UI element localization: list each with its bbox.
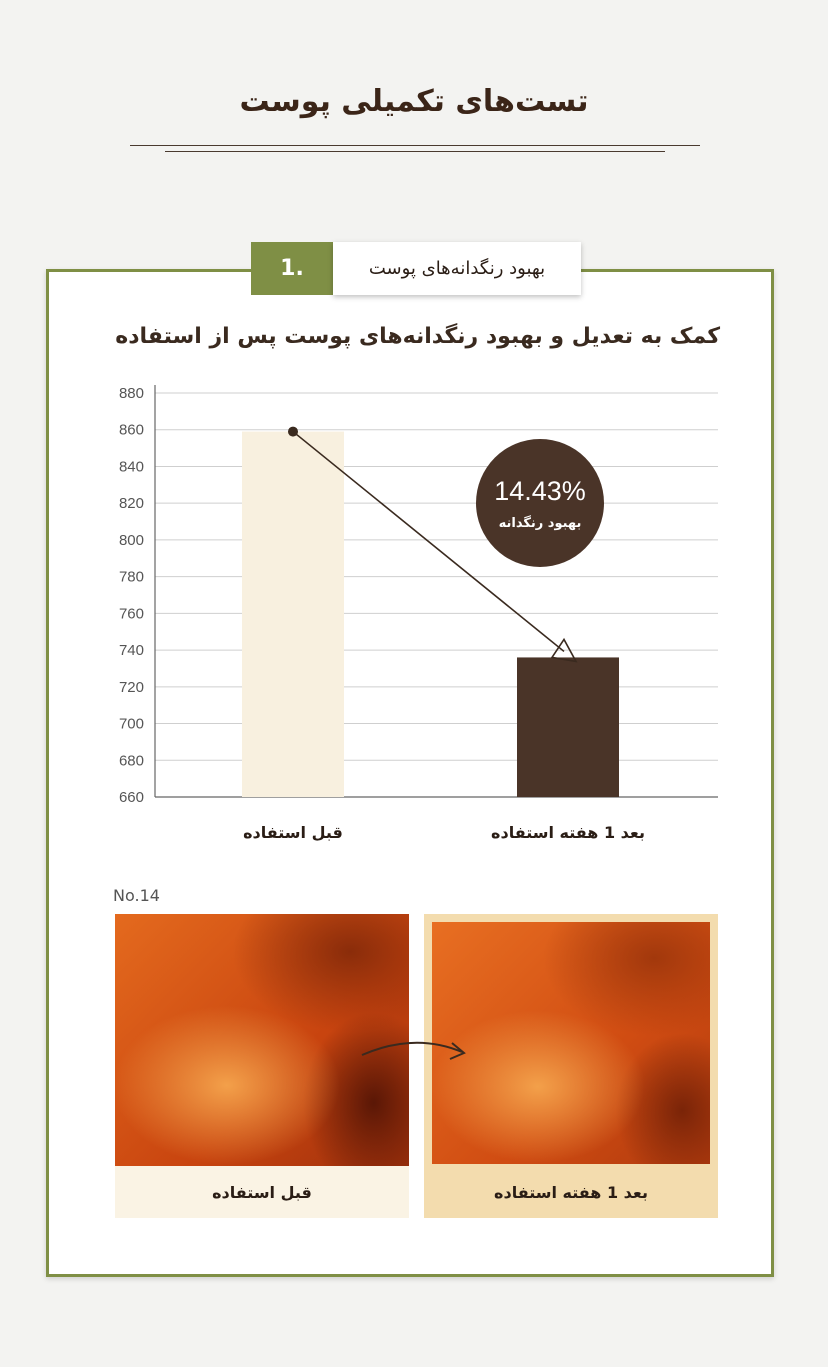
y-tick-label: 660 bbox=[118, 789, 144, 806]
y-tick-label: 740 bbox=[118, 642, 144, 660]
improvement-value: 14.43% bbox=[494, 476, 586, 506]
section-number: 1. bbox=[251, 242, 333, 295]
category-label-before: قبل استفاده bbox=[243, 823, 343, 842]
before-caption: قبل استفاده bbox=[212, 1182, 312, 1202]
y-tick-label: 680 bbox=[118, 752, 144, 770]
y-tick-label: 760 bbox=[118, 605, 144, 623]
sample-number: No.14 bbox=[113, 886, 160, 905]
y-tick-label: 700 bbox=[118, 715, 144, 733]
category-label-after: بعد 1 هفته استفاده bbox=[491, 823, 645, 842]
y-tick-label: 880 bbox=[118, 385, 144, 402]
y-tick-label: 820 bbox=[118, 495, 144, 513]
chart-heading: کمک به تعدیل و بهبود رنگدانه‌های پوست پس از استفاده bbox=[115, 324, 720, 349]
y-tick-label: 800 bbox=[118, 531, 144, 549]
y-tick-label: 780 bbox=[118, 568, 144, 586]
title-divider-secondary bbox=[165, 151, 665, 152]
section-label: بهبود رنگدانه‌های پوست bbox=[333, 242, 581, 295]
bar-after bbox=[517, 657, 619, 797]
title-divider bbox=[130, 145, 700, 146]
y-tick-label: 860 bbox=[118, 421, 144, 439]
after-skin-photo bbox=[432, 922, 710, 1164]
bar-chart bbox=[0, 370, 828, 820]
y-tick-label: 720 bbox=[118, 678, 144, 696]
page-title: تست‌های تکمیلی پوست bbox=[239, 84, 589, 119]
before-skin-photo bbox=[115, 914, 409, 1166]
y-tick-label: 840 bbox=[118, 458, 144, 476]
bar-before bbox=[242, 432, 344, 797]
after-caption: بعد 1 هفته استفاده bbox=[494, 1182, 648, 1202]
improvement-label: بهبود رنگدانه bbox=[498, 516, 582, 531]
